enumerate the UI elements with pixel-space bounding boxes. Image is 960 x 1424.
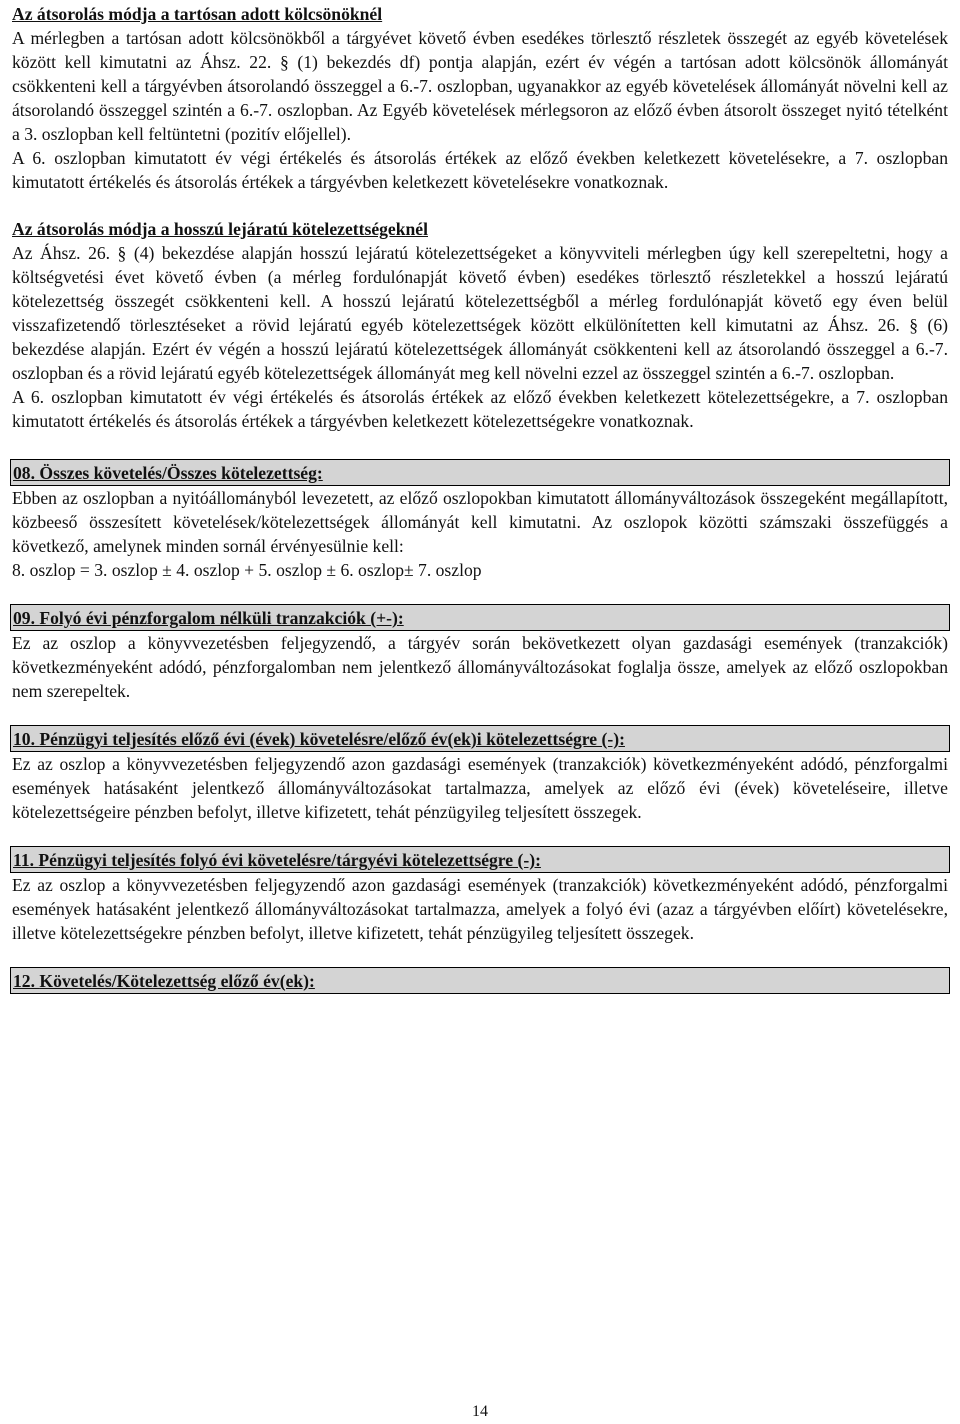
spacer <box>12 945 948 967</box>
section-heading-box <box>10 846 950 873</box>
section-heading-box <box>10 459 950 486</box>
section-heading: Pénzügyi teljesítés folyó évi követelésre/tárgyévi kötelezettségre (-): <box>38 850 541 870</box>
section-heading-box <box>10 725 950 752</box>
document-page <box>12 2 948 994</box>
spacer <box>12 703 948 725</box>
section-11 <box>12 846 948 945</box>
section-number: 11. <box>13 850 39 870</box>
section-heading: Összes követelés/Összes kötelezettség: <box>39 463 323 483</box>
section-heading: Követelés/Kötelezettség előző év(ek): <box>39 971 315 991</box>
paragraph: Ez az oszlop a könyvvezetésben feljegyzendő, a tárgyév során bekövetkezett olyan gazdasági események (tranzakciók) következményeként adódó, pénzforgalomban nem jelentkező állományváltozásokat foglalja össze, amelyek az előző oszlopokban nem szerepeltek. <box>12 633 948 701</box>
section-number: 09. <box>13 608 40 628</box>
paragraph: A 6. oszlopban kimutatott év végi értékelés és átsorolás értékek az előző években keletkezett kötelezettségekre, a 7. oszlopban kimutatott értékelés és átsorolás értékek a tárgyévben keletkezett kötelezettségekre vonatkoznak. <box>12 387 948 431</box>
section-hosszu-lejaratu-kotelezettsegek <box>12 217 948 433</box>
section-12 <box>12 967 948 994</box>
formula-line: 8. oszlop = 3. oszlop ± 4. oszlop + 5. oszlop ± 6. oszlop± 7. oszlop <box>12 560 482 580</box>
section-tartosan-adott-kolcsonok <box>12 2 948 194</box>
section-09 <box>12 604 948 703</box>
section-heading-box <box>10 967 950 994</box>
spacer <box>12 433 948 459</box>
section-10 <box>12 725 948 824</box>
section-number: 12. <box>13 971 40 991</box>
spacer <box>12 194 948 217</box>
section-number: 08. <box>13 463 40 483</box>
paragraph: Ebben az oszlopban a nyitóállományból levezetett, az előző oszlopokban kimutatott állományváltozások összegeként megállapított, közbeeső összesített követelések/kötelezettségek állományát kell kimutatni. Az oszlopok közötti számszaki összefüggés a következő, amelynek minden sornál érvényesülnie kell: <box>12 488 948 556</box>
spacer <box>12 824 948 846</box>
paragraph: Ez az oszlop a könyvvezetésben feljegyzendő azon gazdasági események (tranzakciók) következményeként adódó, pénzforgalmi események hatásaként jelentkező állományváltozásokat tartalmazza, amelyek az előző évi (évek) követeléseire, illetve kötelezettségeire pénzben befolyt, illetve kifizetett, tehát pénzügyileg teljesített összegek. <box>12 754 948 822</box>
section-08 <box>12 459 948 582</box>
paragraph: A mérlegben a tartósan adott kölcsönökből a tárgyévet követő évben esedékes törlesztő részletek összegét az egyéb követelések között kell kimutatni az Áhsz. 22. § (1) bekezdés df) pontja alapján, ezért év végén a tartósan adott kölcsönök állományát csökkenteni kell a tárgyévben átsorolandó összeggel a 6.-7. oszlopban, ugyanakkor az egyéb követelések állományát növelni kell az átsorolandó összeggel szintén a 6.-7. oszlopban. Az Egyéb követelések mérlegsoron az előző évben átsorolt összeget nyitó tételként a 3. oszlopban kell feltüntetni (pozitív előjellel). <box>12 28 948 144</box>
section-heading-box <box>10 604 950 631</box>
section-number: 10. <box>13 729 40 749</box>
paragraph: Ez az oszlop a könyvvezetésben feljegyzendő azon gazdasági események (tranzakciók) következményeként adódó, pénzforgalmi események hatásaként jelentkező állományváltozásokat tartalmazza, amelyek a folyó évi (azaz a tárgyévben előírt) követelésekre, illetve kötelezettségekre pénzben befolyt, illetve kifizetett, tehát pénzügyileg teljesített összegek. <box>12 875 948 943</box>
paragraph: Az Áhsz. 26. § (4) bekezdése alapján hosszú lejáratú kötelezettségeket a könyvviteli mérlegben úgy kell szerepeltetni, hogy a költségvetési évet követő évben (a mérleg fordulónapját követő évben) esedékes törlesztő részletekkel a hosszú lejáratú kötelezettség összegét csökkenteni kell. A hosszú lejáratú kötelezettségből a mérleg fordulónapját követő egy éven belül visszafizetendő törlesztéseket a rövid lejáratú egyéb kötelezettségek között elkülönítetten kell kimutatni az Áhsz. 26. § (6) bekezdése alapján. Ezért év végén a hosszú lejáratú kötelezettségek állományát csökkenteni kell az átsorolandó összeggel a 6.-7. oszlopban és a rövid lejáratú egyéb kötelezettségek állományát meg kell növelni ezzel az összeggel szintén a 6.-7. oszlopban. <box>12 243 948 383</box>
section-title: Az átsorolás módja a hosszú lejáratú kötelezettségeknél <box>12 219 428 239</box>
page-number: 14 <box>472 1403 488 1420</box>
spacer <box>12 582 948 604</box>
section-heading: Folyó évi pénzforgalom nélküli tranzakciók (+-): <box>39 608 404 628</box>
section-heading: Pénzügyi teljesítés előző évi (évek) követelésre/előző év(ek)i kötelezettségre (-): <box>39 729 625 749</box>
section-title: Az átsorolás módja a tartósan adott kölcsönöknél <box>12 4 383 24</box>
paragraph: A 6. oszlopban kimutatott év végi értékelés és átsorolás értékek az előző években keletkezett követelésekre, a 7. oszlopban kimutatott értékelés és átsorolás értékek a tárgyévben keletkezett követelésekre vonatkoznak. <box>12 148 948 192</box>
